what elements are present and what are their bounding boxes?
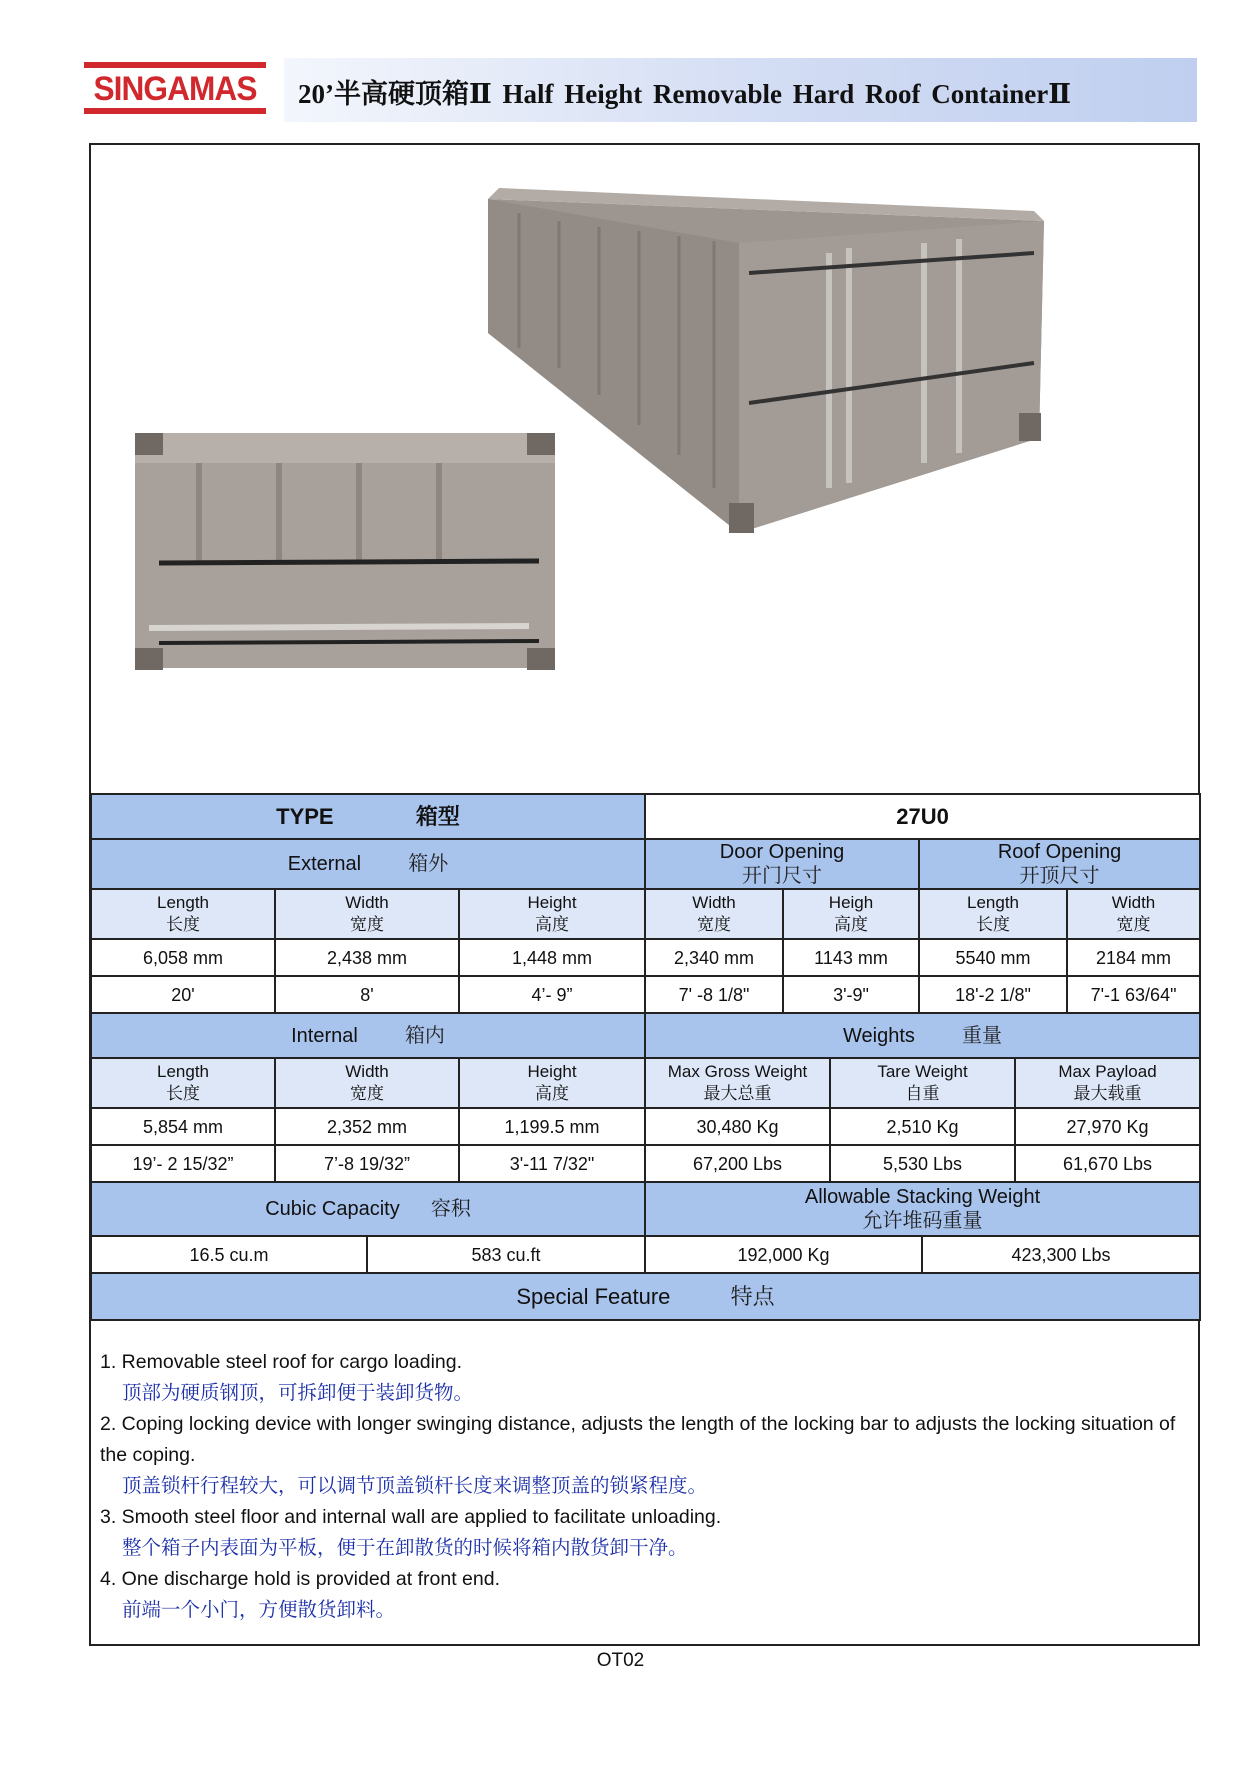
external-width-mm: 2,438 mm [275, 939, 459, 976]
feature-item [100, 1502, 1190, 1564]
features-list [100, 1347, 1190, 1626]
external-label-cn: 箱外 [408, 853, 449, 875]
col-label-en: Tare Weight [877, 1062, 968, 1081]
type-label [91, 794, 645, 839]
door-width-mm: 2,340 mm [645, 939, 783, 976]
special-label-cn: 特点 [730, 1283, 775, 1309]
payload-kg: 27,970 Kg [1015, 1108, 1200, 1145]
special-feature-row [91, 1273, 1200, 1320]
internal-col-height [459, 1058, 645, 1108]
internal-width-ft: 7’-8 19/32” [275, 1145, 459, 1182]
roof-col-length [919, 889, 1067, 939]
internal-height-mm: 1,199.5 mm [459, 1108, 645, 1145]
col-label-cn: 高度 [535, 915, 569, 934]
logo-text: SINGAMAS [93, 70, 257, 108]
feature-cn: 前端一个小门，方便散货卸料。 [122, 1599, 396, 1621]
feature-cn: 顶部为硬质钢顶，可拆卸便于装卸货物。 [122, 1382, 474, 1404]
title-bar [284, 58, 1197, 122]
door-opening-label-cn: 开门尺寸 [742, 865, 823, 887]
external-length-mm: 6,058 mm [91, 939, 275, 976]
dimension-subheader-row-1 [91, 889, 1200, 939]
stacking-label-en: Allowable Stacking Weight [804, 1186, 1041, 1208]
col-label-cn: 高度 [535, 1084, 570, 1103]
door-opening-label-en: Door Opening [719, 841, 845, 863]
weights-header [645, 1013, 1200, 1058]
col-label-cn: 宽度 [350, 1084, 384, 1103]
metric-row-1 [91, 939, 1200, 976]
singamas-logo [84, 62, 266, 114]
type-label-en: TYPE [276, 803, 334, 829]
type-row [91, 794, 1200, 839]
col-label-en: Height [527, 893, 577, 912]
col-label-en: Width [345, 893, 389, 912]
feature-item [100, 1409, 1190, 1502]
roof-opening-label-en: Roof Opening [997, 841, 1122, 863]
col-label-en: Max Payload [1058, 1062, 1157, 1081]
internal-col-length [91, 1058, 275, 1108]
roof-opening-label-cn: 开顶尺寸 [1019, 865, 1100, 887]
imperial-row-2 [91, 1145, 1200, 1182]
section-header-row-2 [91, 1013, 1200, 1058]
external-height-ft: 4’- 9” [459, 976, 645, 1013]
internal-col-width [275, 1058, 459, 1108]
roof-width-mm: 2184 mm [1067, 939, 1200, 976]
col-label-en: Height [527, 1062, 577, 1081]
cubic-imperial: 583 cu.ft [367, 1236, 645, 1273]
external-height-mm: 1,448 mm [459, 939, 645, 976]
stacking-label-cn: 允许堆码重量 [862, 1210, 983, 1232]
feature-item [100, 1347, 1190, 1409]
col-label-cn: 长度 [166, 1084, 200, 1103]
weights-col-tare [830, 1058, 1015, 1108]
col-label-en: Heigh [828, 893, 874, 912]
stacking-header [645, 1182, 1200, 1236]
payload-lbs: 61,670 Lbs [1015, 1145, 1200, 1182]
cubic-label-cn: 容积 [430, 1198, 471, 1220]
internal-label-cn: 箱内 [404, 1024, 445, 1047]
dimension-subheader-row-2 [91, 1058, 1200, 1108]
logo-stripe-bottom [84, 108, 266, 114]
internal-length-ft: 19’- 2 15/32” [91, 1145, 275, 1182]
capacity-values-row [91, 1236, 1200, 1273]
special-label-en: Special Feature [516, 1283, 671, 1309]
external-col-height [459, 889, 645, 939]
roof-length-ft: 18'-2 1/8" [919, 976, 1067, 1013]
section-header-row-1 [91, 839, 1200, 889]
col-label-cn: 最大总重 [703, 1084, 772, 1103]
internal-height-ft: 3'-11 7/32" [459, 1145, 645, 1182]
internal-length-mm: 5,854 mm [91, 1108, 275, 1145]
col-label-cn: 最大载重 [1073, 1084, 1142, 1103]
roof-length-mm: 5540 mm [919, 939, 1067, 976]
roof-col-width [1067, 889, 1200, 939]
internal-width-mm: 2,352 mm [275, 1108, 459, 1145]
col-label-cn: 宽度 [1116, 915, 1151, 934]
capacity-header-row [91, 1182, 1200, 1236]
door-width-ft: 7' -8 1/8" [645, 976, 783, 1013]
page-title: 20’半高硬顶箱Ⅱ Half Height Removable Hard Roof ContainerⅡ [298, 79, 1071, 109]
col-label-cn: 长度 [166, 915, 200, 934]
external-length-ft: 20' [91, 976, 275, 1013]
door-height-ft: 3'-9" [783, 976, 919, 1013]
internal-label-en: Internal [291, 1024, 358, 1047]
col-label-cn: 宽度 [697, 915, 732, 934]
internal-header [91, 1013, 645, 1058]
external-label-en: External [287, 853, 362, 875]
special-feature-header [91, 1273, 1200, 1320]
weights-col-payload [1015, 1058, 1200, 1108]
col-label-en: Length [967, 893, 1020, 912]
max-gross-lbs: 67,200 Lbs [645, 1145, 830, 1182]
feature-cn: 顶盖锁杆行程较大，可以调节顶盖锁杆长度来调整顶盖的锁紧程度。 [122, 1475, 708, 1497]
cubic-label-en: Cubic Capacity [265, 1198, 400, 1220]
external-width-ft: 8' [275, 976, 459, 1013]
external-header [91, 839, 645, 889]
feature-en: 2. Coping locking device with longer swinging distance, adjusts the length of the locking bar to adjusts the locking situation of the coping. [100, 1413, 1176, 1466]
stacking-lbs: 423,300 Lbs [922, 1236, 1200, 1273]
col-label-en: Width [692, 893, 736, 912]
external-col-length [91, 889, 275, 939]
feature-en: 4. One discharge hold is provided at front end. [100, 1568, 500, 1590]
external-col-width [275, 889, 459, 939]
spec-table [90, 793, 1199, 1321]
col-label-en: Max Gross Weight [667, 1062, 808, 1081]
weights-col-gross [645, 1058, 830, 1108]
col-label-en: Width [1111, 893, 1156, 912]
type-label-cn: 箱型 [415, 803, 460, 829]
weights-label-en: Weights [843, 1024, 915, 1047]
door-col-width [645, 889, 783, 939]
feature-en: 1. Removable steel roof for cargo loading. [100, 1351, 463, 1373]
metric-row-2 [91, 1108, 1200, 1145]
tare-lbs: 5,530 Lbs [830, 1145, 1015, 1182]
door-opening-header [645, 839, 919, 889]
feature-item [100, 1564, 1190, 1626]
cubic-metric: 16.5 cu.m [91, 1236, 367, 1273]
roof-opening-header [919, 839, 1200, 889]
feature-en: 3. Smooth steel floor and internal wall are applied to facilitate unloading. [100, 1506, 722, 1528]
col-label-en: Width [345, 1062, 389, 1081]
imperial-row-1 [91, 976, 1200, 1013]
cubic-capacity-header [91, 1182, 645, 1236]
max-gross-kg: 30,480 Kg [645, 1108, 830, 1145]
type-value: 27U0 [645, 794, 1200, 839]
col-label-cn: 高度 [834, 915, 869, 934]
weights-label-cn: 重量 [962, 1024, 1003, 1047]
col-label-en: Length [157, 1062, 209, 1081]
door-col-height [783, 889, 919, 939]
stacking-kg: 192,000 Kg [645, 1236, 922, 1273]
col-label-cn: 自重 [905, 1084, 940, 1103]
col-label-cn: 长度 [976, 915, 1011, 934]
door-height-mm: 1143 mm [783, 939, 919, 976]
page-code: OT02 [596, 1650, 645, 1671]
col-label-cn: 宽度 [350, 915, 384, 934]
roof-width-ft: 7'-1 63/64" [1067, 976, 1200, 1013]
feature-cn: 整个箱子内表面为平板，便于在卸散货的时候将箱内散货卸干净。 [122, 1537, 688, 1559]
col-label-en: Length [157, 893, 209, 912]
logo-stripe-top [84, 62, 266, 68]
tare-kg: 2,510 Kg [830, 1108, 1015, 1145]
